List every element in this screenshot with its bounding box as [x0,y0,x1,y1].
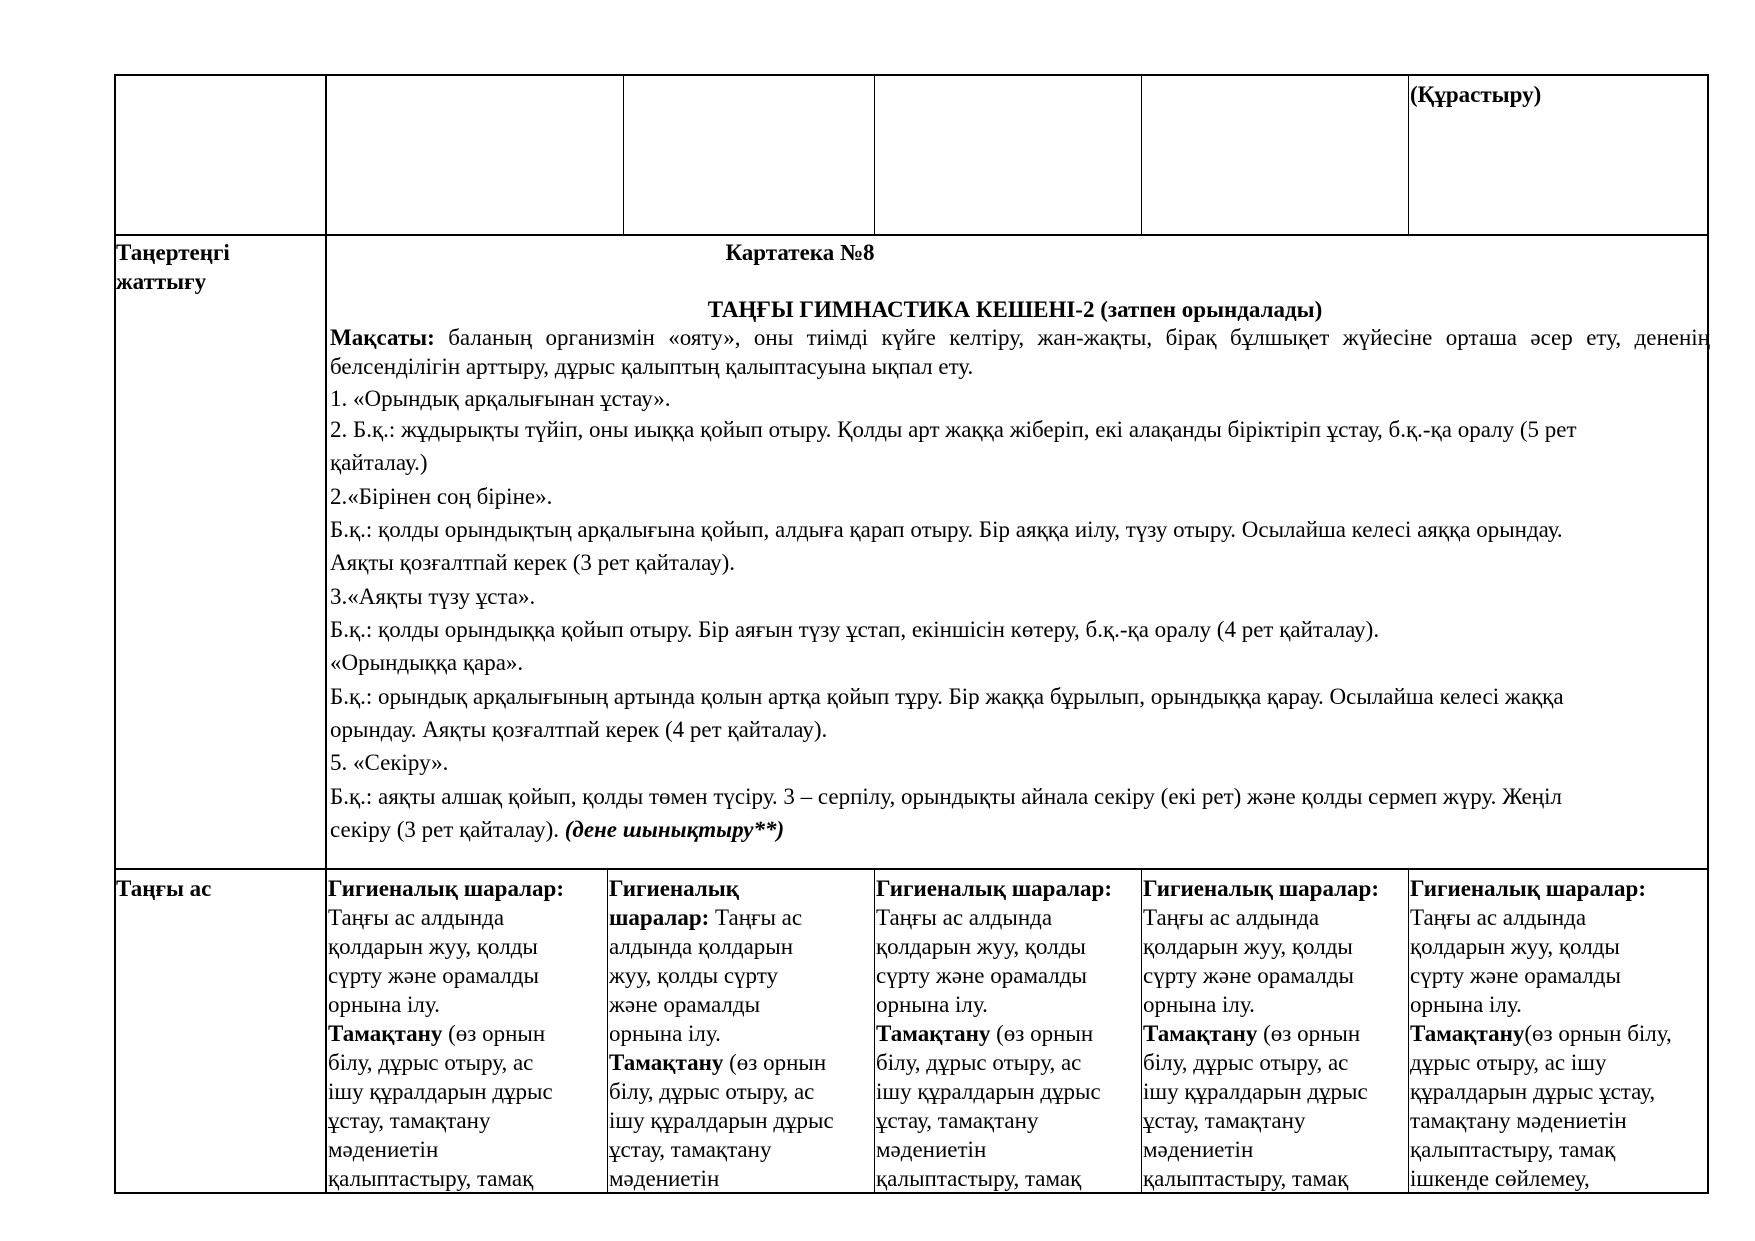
exercise-line: Б.қ.: қолды орындықтың арқалығына қойып, алдыға қарап отыру. Бір аяққа иілу, түзу отыру. Осылайша келесі аяққа орындау. [330,517,1563,542]
breakfast-line-text: Таңғы ас алдында [1143,905,1320,930]
row-divider [114,234,1709,236]
breakfast-line [1143,1164,1405,1193]
breakfast-line [1143,1019,1405,1048]
breakfast-line-text: орнына ілу. [328,992,440,1017]
column-divider [623,74,624,234]
breakfast-line [1410,1077,1706,1106]
morning-exercise-label: Таңертеңгі жаттығу [116,240,230,294]
breakfast-line-text: ішу құралдарын дұрыс [876,1079,1101,1104]
breakfast-line-text: қалыптастыру, тамақ [876,1166,1082,1191]
breakfast-line-text: ішу құралдарын дұрыс [609,1108,834,1133]
breakfast-line-bold: Гигиеналық [609,876,739,901]
breakfast-line [1410,1106,1706,1135]
breakfast-line-text: және орамалды [609,992,761,1017]
breakfast-line [876,1106,1138,1135]
breakfast-line [1143,1135,1405,1164]
breakfast-line-text: (өз орнын білу, [1524,1021,1672,1046]
breakfast-line-text: қалыптастыру, тамақ [328,1166,534,1191]
breakfast-line [876,1077,1138,1106]
column-divider [607,868,608,1194]
breakfast-line [609,1019,871,1048]
exercise-line: «Орындыққа қара». [330,650,524,675]
breakfast-line [609,990,871,1019]
breakfast-line [328,932,604,961]
breakfast-line-text: сүрту және орамалды [876,963,1087,988]
breakfast-line [328,1135,604,1164]
breakfast-line-text: орнына ілу. [609,1021,721,1046]
breakfast-line [328,1077,604,1106]
breakfast-line-text: (өз орнын [723,1050,827,1075]
breakfast-line [1143,1048,1405,1077]
breakfast-line-text: (өз орнын [442,1021,546,1046]
subject-tag: (дене шынықтыру**) [564,817,785,842]
goal-label: Мақсаты: [330,325,435,350]
card-title: Картатека №8 [725,240,875,265]
breakfast-line [1143,1106,1405,1135]
exercise-line: Аяқты қозғалтпай керек (3 рет қайталау). [330,550,736,575]
breakfast-line [328,1048,604,1077]
breakfast-line [876,1048,1138,1077]
breakfast-line-text: құралдарын дұрыс ұстау, [1410,1079,1656,1104]
breakfast-line [876,932,1138,961]
breakfast-line-text: Таңғы ас алдында [1410,905,1587,930]
breakfast-line [1143,932,1405,961]
breakfast-line-text: қолдарын жуу, қолды [876,934,1086,959]
breakfast-line [876,990,1138,1019]
breakfast-line [328,1106,604,1135]
breakfast-line [609,1164,871,1193]
breakfast-line-text: сүрту және орамалды [1143,963,1354,988]
breakfast-line-text: қалыптастыру, тамақ [1410,1137,1616,1162]
breakfast-line-text: мәдениетін [609,1166,720,1191]
breakfast-line [876,961,1138,990]
breakfast-label: Таңғы ас [116,876,212,901]
breakfast-line [609,1077,871,1106]
column-divider [1141,74,1142,234]
breakfast-day-cell [1143,874,1405,1193]
exercise-line: Б.қ.: аяқты алшақ қойып, қолды төмен түсіру. 3 – серпілу, орындықты айнала секіру (екі рет) және қолды сермеп жүру. Жеңіл [330,784,1562,809]
breakfast-line [609,932,871,961]
breakfast-line-bold: Гигиеналық шаралар: [1143,876,1379,901]
breakfast-line-bold: шаралар: [609,905,710,930]
breakfast-line-text: ішкенде сөйлемеу, [1410,1166,1590,1191]
breakfast-line [876,1019,1138,1048]
column-divider [874,868,875,1194]
breakfast-line [609,961,871,990]
row-divider [114,868,1709,870]
breakfast-line-text: (өз орнын [990,1021,1094,1046]
exercise-last-line-text: секіру (3 рет қайталау). [330,817,565,842]
breakfast-day-cell [328,874,604,1193]
breakfast-line-bold: Тамақтану [1143,1021,1258,1046]
breakfast-line-bold: Тамақтану [328,1021,443,1046]
column-divider [1141,868,1142,1194]
breakfast-day-cell [1410,874,1706,1193]
top-row-col6-text: (Құрастыру) [1410,82,1542,107]
breakfast-line [1410,1164,1706,1193]
exercise-line: Б.қ.: орындық арқалығының артында қолын артқа қойып тұру. Бір жаққа бұрылып, орындыққа қарау. Осылайша келесі жаққа [330,684,1564,709]
breakfast-line [876,1164,1138,1193]
breakfast-line [1143,874,1405,903]
breakfast-line [328,990,604,1019]
column-divider [1408,74,1409,234]
breakfast-line-bold: Гигиеналық шаралар: [328,876,564,901]
exercise-line: 2. Б.қ.: жұдырықты түйіп, оны иыққа қойып отыру. Қолды арт жаққа жіберіп, екі алақанды біріктіріп ұстау, б.қ.-қа оралу (5 рет [330,417,1577,442]
breakfast-line [328,874,604,903]
exercise-line: орындау. Аяқты қозғалтпай керек (4 рет қайталау). [330,717,828,742]
breakfast-line-text: орнына ілу. [876,992,988,1017]
column-divider [874,74,875,234]
breakfast-line [876,874,1138,903]
breakfast-line-text: ұстау, тамақтану [328,1108,491,1133]
breakfast-line [1410,1019,1706,1048]
breakfast-line-text: қалыптастыру, тамақ [1143,1166,1349,1191]
breakfast-line [609,874,871,903]
breakfast-line-text: қолдарын жуу, қолды [328,934,538,959]
breakfast-day-cell [876,874,1138,1193]
breakfast-line-text: білу, дұрыс отыру, ас [328,1050,534,1075]
breakfast-line [876,903,1138,932]
breakfast-line-text: мәдениетін [876,1137,987,1162]
column-divider [325,74,327,1194]
breakfast-line-text: ішу құралдарын дұрыс [328,1079,553,1104]
breakfast-line-bold: Тамақтану [876,1021,991,1046]
breakfast-line [1410,1048,1706,1077]
breakfast-line-text: ішу құралдарын дұрыс [1143,1079,1368,1104]
exercise-line: 5. «Секіру». [330,750,449,775]
breakfast-line-text: жуу, қолды сүрту [609,963,778,988]
breakfast-line-bold: Гигиеналық шаралар: [876,876,1112,901]
breakfast-line-text: сүрту және орамалды [1410,963,1621,988]
breakfast-line [328,903,604,932]
breakfast-line [609,1048,871,1077]
exercise-line: 1. «Орындық арқалығынан ұстау». [330,386,671,411]
breakfast-line-text: мәдениетін [328,1137,439,1162]
breakfast-line-text: тамақтану мәдениетін [1410,1108,1627,1133]
breakfast-line [328,961,604,990]
exercise-line: Б.қ.: қолды орындыққа қойып отыру. Бір аяғын түзу ұстап, екіншісін көтеру, б.қ.-қа оралу (4 рет қайталау). [330,617,1380,642]
exercise-line: 2.«Бірінен соң біріне». [330,484,553,509]
breakfast-line-text: білу, дұрыс отыру, ас [876,1050,1082,1075]
breakfast-line-text: қолдарын жуу, қолды [1143,934,1353,959]
breakfast-line-bold: Тамақтану [1410,1021,1525,1046]
breakfast-line [1143,990,1405,1019]
breakfast-line [1410,932,1706,961]
breakfast-line-text: ұстау, тамақтану [1143,1108,1306,1133]
exercise-line: 3.«Аяқты түзу ұста». [330,584,536,609]
goal-text: баланың организмін «ояту», оны тиімді күйге келтіру, жан-жақты, бірақ бұлшықет жүйесіне орташа әсер ету, дененің белсенділігін арттыру, дұрыс қалыптың қалыптасуына ықпал ету. [330,325,1710,379]
breakfast-line-text: білу, дұрыс отыру, ас [609,1079,815,1104]
breakfast-line-text: қолдарын жуу, қолды [1410,934,1620,959]
breakfast-line [328,1164,604,1193]
breakfast-line-bold: Гигиеналық шаралар: [1410,876,1646,901]
breakfast-day-cell [609,874,871,1193]
breakfast-line [1143,903,1405,932]
breakfast-line-text: білу, дұрыс отыру, ас [1143,1050,1349,1075]
breakfast-line [609,1135,871,1164]
breakfast-line-text: ұстау, тамақтану [876,1108,1039,1133]
breakfast-line-text: Таңғы ас алдында [328,905,505,930]
breakfast-line [1410,874,1706,903]
breakfast-line [876,1135,1138,1164]
breakfast-line-text: алдында қолдарын [609,934,794,959]
breakfast-line-text: Таңғы ас алдында [876,905,1053,930]
breakfast-line [609,903,871,932]
exercise-line: қайталау.) [330,450,428,475]
breakfast-line [1143,961,1405,990]
breakfast-line [609,1106,871,1135]
breakfast-line-text: сүрту және орамалды [328,963,539,988]
complex-title: ТАҢҒЫ ГИМНАСТИКА КЕШЕНІ-2 (затпен орындалады) [707,297,1323,322]
breakfast-line-text: ұстау, тамақтану [609,1137,772,1162]
breakfast-line-text: дұрыс отыру, ас ішу [1410,1050,1607,1075]
breakfast-line [1410,990,1706,1019]
breakfast-line-text: орнына ілу. [1410,992,1522,1017]
breakfast-line-text: (өз орнын [1257,1021,1361,1046]
exercise-last-line [330,813,1710,846]
breakfast-line [1143,1077,1405,1106]
column-divider [1408,868,1409,1194]
breakfast-line [1410,1135,1706,1164]
breakfast-line-text: мәдениетін [1143,1137,1254,1162]
breakfast-line-text: орнына ілу. [1143,992,1255,1017]
breakfast-line [328,1019,604,1048]
breakfast-line [1410,961,1706,990]
breakfast-line-text: Таңғы ас [709,905,803,930]
breakfast-line-bold: Тамақтану [609,1050,724,1075]
goal-paragraph [330,323,1710,381]
breakfast-line [1410,903,1706,932]
